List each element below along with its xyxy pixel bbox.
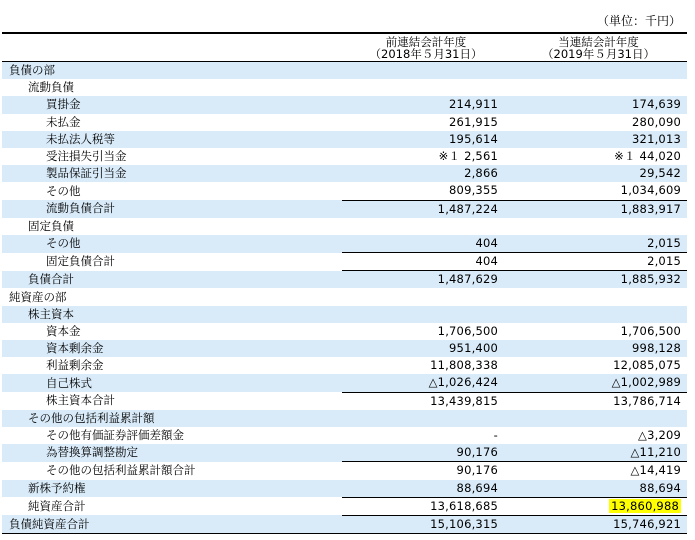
table-row <box>2 392 687 410</box>
table-row <box>2 323 687 340</box>
prev-value: 261,915 <box>449 114 498 129</box>
curr-value: 1,885,932 <box>510 271 687 289</box>
prev-year-header <box>342 33 510 62</box>
curr-value: 29,542 <box>510 165 687 182</box>
prev-value: 13,439,815 <box>342 392 510 410</box>
table-row <box>2 218 687 235</box>
curr-value: 15,746,921 <box>510 515 687 533</box>
table-row <box>2 271 687 289</box>
row-label: 株主資本合計 <box>46 393 115 408</box>
table-row <box>2 131 687 148</box>
prev-value: 195,614 <box>342 131 510 148</box>
prev-value <box>342 306 510 323</box>
table-row <box>2 200 687 218</box>
table-row <box>2 374 687 392</box>
curr-value: 88,694 <box>510 480 687 498</box>
prev-value: ※１ 2,561 <box>438 149 498 164</box>
curr-value <box>510 288 687 305</box>
curr-value: 174,639 <box>510 96 687 113</box>
table-row <box>2 288 687 305</box>
table-row <box>2 306 687 323</box>
curr-value: △3,209 <box>638 428 681 443</box>
prev-value: 951,400 <box>342 340 510 357</box>
curr-value: ※１ 44,020 <box>614 149 681 164</box>
curr-value: 1,883,917 <box>510 200 687 218</box>
row-label: 受注損失引当金 <box>46 149 127 164</box>
row-label: 未払金 <box>46 114 81 129</box>
table-row <box>2 497 687 515</box>
curr-year-title: 当連結会計年度 <box>558 35 639 49</box>
table-row <box>2 410 687 427</box>
prev-value <box>342 218 510 235</box>
table-row <box>2 62 687 80</box>
table-row <box>2 165 687 182</box>
row-label: 為替換算調整勘定 <box>2 444 342 462</box>
table-row <box>2 79 687 96</box>
prev-value: 809,355 <box>449 183 498 198</box>
prev-value: 404 <box>342 235 510 253</box>
table-row <box>2 515 687 533</box>
curr-value: 12,085,075 <box>613 358 681 373</box>
table-row <box>2 462 687 480</box>
row-label: 自己株式 <box>2 374 342 392</box>
curr-value <box>510 218 687 235</box>
row-label: 流動負債 <box>28 80 74 95</box>
prev-value: 2,866 <box>342 165 510 182</box>
prev-value: 1,487,224 <box>342 200 510 218</box>
curr-value: 2,015 <box>510 235 687 253</box>
highlighted-value: 13,860,988 <box>611 498 679 513</box>
curr-value: 280,090 <box>632 114 681 129</box>
row-label: その他の包括利益累計額合計 <box>46 463 196 478</box>
prev-value: 13,618,685 <box>342 497 510 515</box>
table-row <box>2 148 687 165</box>
row-label: 固定負債合計 <box>46 254 115 269</box>
row-label: 新株予約権 <box>2 480 342 498</box>
row-label: 固定負債 <box>28 218 74 233</box>
prev-value <box>342 79 510 96</box>
row-label: 負債合計 <box>2 271 342 289</box>
curr-value <box>510 62 687 80</box>
curr-value <box>510 410 687 427</box>
curr-value: 1,034,609 <box>620 183 681 198</box>
table-row <box>2 480 687 498</box>
row-label: 資本剰余金 <box>2 340 342 357</box>
table-row <box>2 444 687 462</box>
curr-value: 2,015 <box>510 253 687 271</box>
curr-value: 321,013 <box>510 131 687 148</box>
curr-year-header <box>510 33 687 62</box>
prev-value: 15,106,315 <box>342 515 510 533</box>
row-label: 負債の部 <box>2 62 342 80</box>
row-label: 株主資本 <box>2 306 342 323</box>
row-label: 資本金 <box>46 323 81 338</box>
prev-value: 90,176 <box>342 444 510 462</box>
prev-value <box>342 410 510 427</box>
row-label: 負債純資産合計 <box>2 515 342 533</box>
prev-value: 214,911 <box>342 96 510 113</box>
curr-year-date: （2019年５月31日） <box>542 47 655 61</box>
curr-value: 13,786,714 <box>510 392 687 410</box>
row-label: その他 <box>2 235 342 253</box>
prev-year-title: 前連結会計年度 <box>385 35 467 49</box>
table-row <box>2 96 687 113</box>
table-header-row <box>2 33 687 62</box>
row-label: 製品保証引当金 <box>2 165 342 182</box>
row-label: その他の包括利益累計額 <box>2 410 342 427</box>
prev-value <box>342 62 510 80</box>
row-label: 買掛金 <box>2 96 342 113</box>
curr-value <box>510 306 687 323</box>
prev-value: 1,487,629 <box>342 271 510 289</box>
prev-year-date: （2018年５月31日） <box>369 47 483 61</box>
row-label: 流動負債合計 <box>2 200 342 218</box>
prev-value: 11,808,338 <box>430 358 498 373</box>
curr-value <box>510 497 687 515</box>
prev-value: 90,176 <box>342 462 510 480</box>
table-row <box>2 235 687 253</box>
prev-value: △1,026,424 <box>342 374 510 392</box>
curr-value: △11,210 <box>510 444 687 462</box>
row-label: その他 <box>46 183 81 198</box>
table-row <box>2 253 687 271</box>
row-label: 純資産の部 <box>9 289 67 304</box>
prev-value: 404 <box>342 253 510 271</box>
curr-value: △1,002,989 <box>510 374 687 392</box>
balance-sheet-table <box>2 32 687 534</box>
table-row <box>2 357 687 374</box>
unit-label: （単位：千円） <box>596 14 681 28</box>
curr-value: △14,419 <box>510 462 687 480</box>
table-row <box>2 114 687 131</box>
curr-value <box>510 79 687 96</box>
label-column-header <box>2 33 342 62</box>
curr-value: 998,128 <box>510 340 687 357</box>
row-label: その他有価証券評価差額金 <box>46 428 184 443</box>
prev-value <box>342 288 510 305</box>
table-row <box>2 340 687 357</box>
prev-value: - <box>493 428 498 443</box>
row-label: 利益剰余金 <box>46 358 104 373</box>
row-label: 未払法人税等 <box>2 131 342 148</box>
curr-value: 1,706,500 <box>620 323 681 338</box>
row-label: 純資産合計 <box>28 498 86 513</box>
table-row <box>2 182 687 200</box>
table-row <box>2 427 687 444</box>
prev-value: 88,694 <box>342 480 510 498</box>
prev-value: 1,706,500 <box>437 323 498 338</box>
